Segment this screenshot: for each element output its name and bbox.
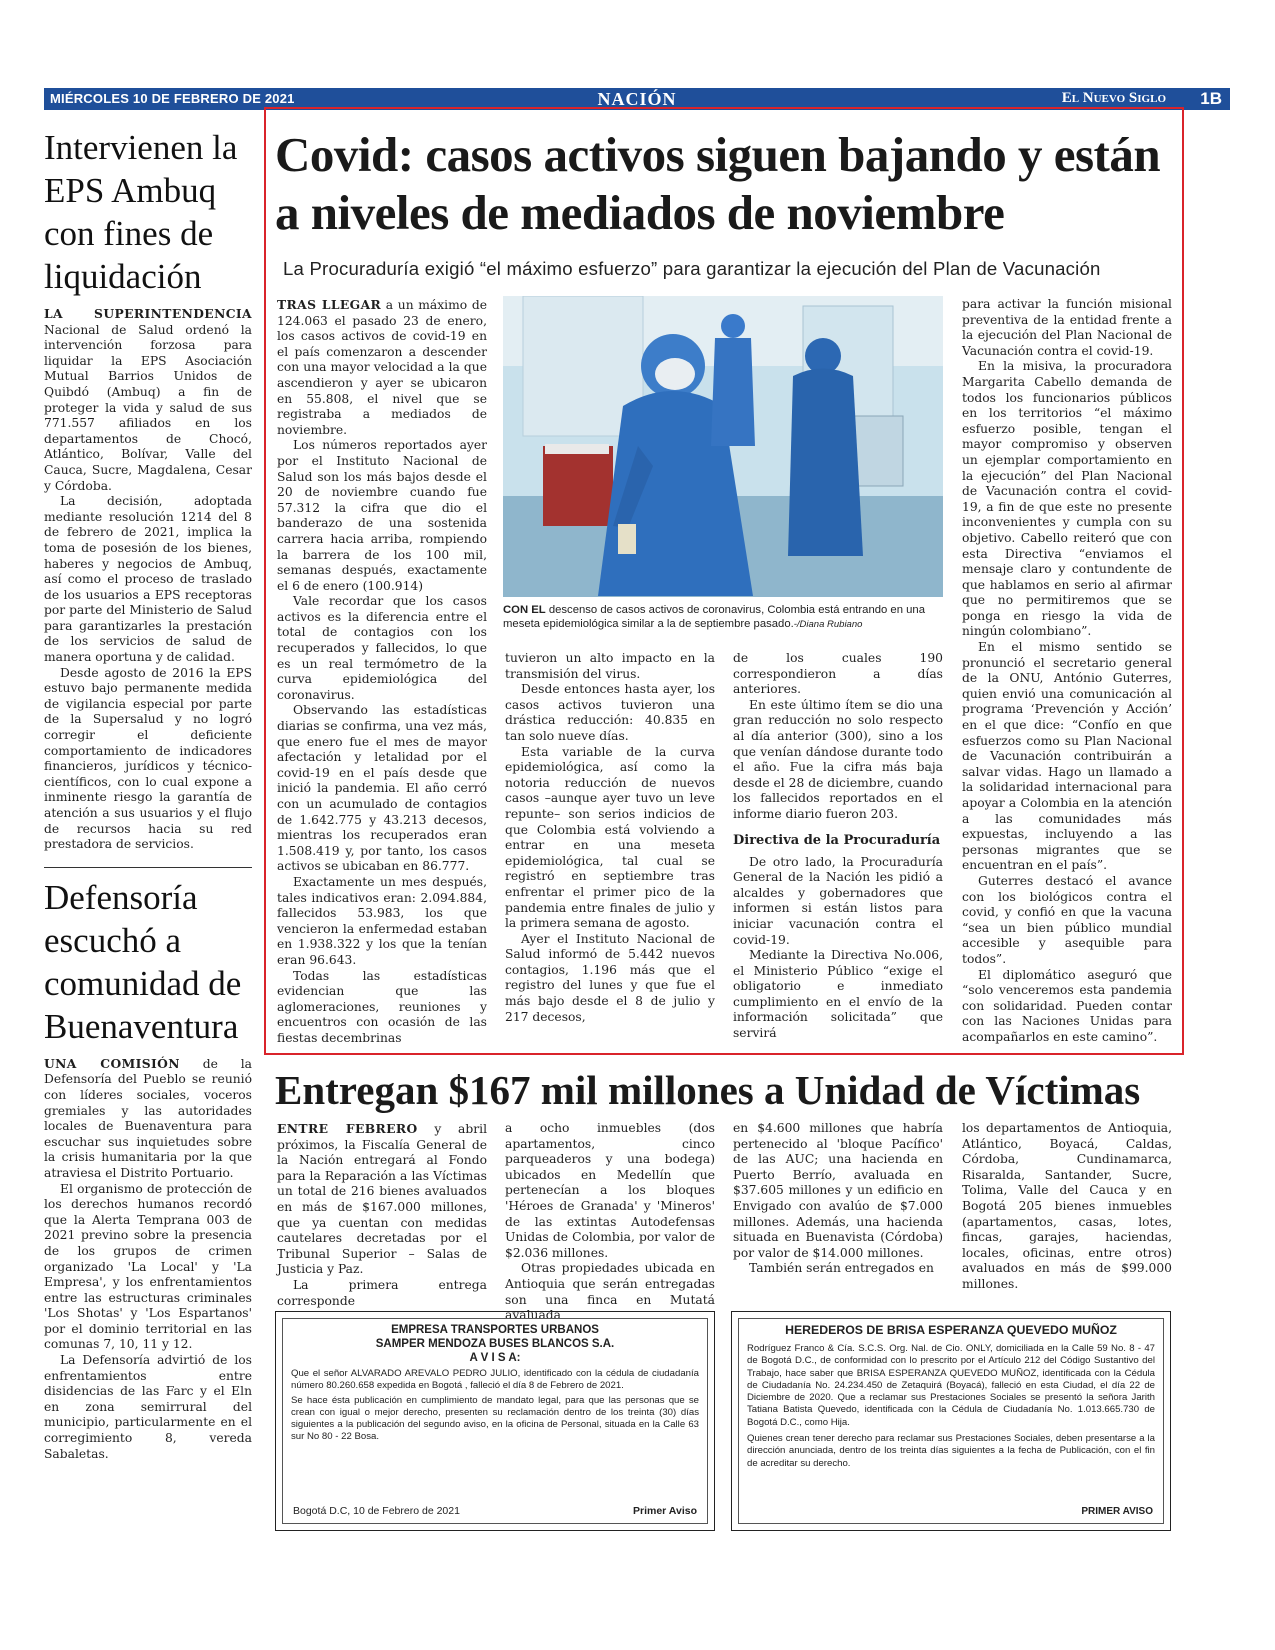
main-column-1 (277, 297, 487, 1047)
paragraph: Exactamente un mes después, tales indicativos eran: 2.094.884, fallecidos 53.983, los que vencieron la enfermedad estaban en 1.938.322 y los que la tenían eran 96.643. (277, 874, 487, 967)
notice-inner-frame (738, 1318, 1164, 1524)
paragraph: En el mismo sentido se pronunció el secretario general de la ONU, António Guterres, quien envió una comunicación al programa ‘Prevención y Acción’ en el que dice: “Confío en que esfuerzos como su Plan Nacional de Vacunación contribuirán a salvar vidas. Hago un llamado a la solidaridad internacional para apoyar a Colombia en la atención a las comunidades más expuestas, incluyendo a las personas migrantes que se encuentran en el país”. (962, 640, 1172, 873)
newspaper-name: El Nuevo Siglo (1061, 90, 1166, 106)
paragraph: para activar la función misional preventiva de la entidad frente a la ejecución del Plan Nacional de Vacunación contra el covid-19. (962, 297, 1172, 358)
paragraph: La decisión, adoptada mediante resolución 1214 del 8 de febrero de 2021, implica la toma de posesión de los bienes, haberes y negocios de Ambuq, así como el proceso de traslado de los usuarios a EPS receptoras por parte del Ministerio de Salud para garantizarles la prestación de los servicios de salud de manera oportuna y de calidad. (44, 494, 252, 665)
notice-paragraph: Rodríguez Franco & Cía. S.C.S. Org. Nal. de Cio. ONLY, domiciliada en la Calle 59 No. 8 - 47 de Bogotá D.C., de conformidad con lo prescrito por el Artículo 212 del Código Sustantivo del Trabajo, hace saber que BRISA ESPERANZA QUEVEDO MUÑOZ, identificada con la Cédula de Ciudadanía No. 24.234.450 de Zetaquirá (Boyacá), falleció en esta Ciudad, el día 22 de Diciembre de 2020. Que a reclamar sus Prestaciones Sociales se presentó la señora Jarith Tatiana Batista Quevedo, identificada con la Cédula de Ciudadanía No. 1.013.665.730 de Bogotá D.C., como Hija. (747, 1343, 1155, 1428)
second-column-4 (962, 1121, 1172, 1293)
paragraph: Observando las estadísticas diarias se confirma, una vez más, que enero fue el mes de mayor afectación y letalidad por el covid-19 en el país desde que inició la pandemia. El año cerró con un acumulado de contagios de 1.642.775 y 43.213 decesos, mientras los recuperados eran 1.508.419 y, por tanto, los casos activos se ubicaban en 86.777. (277, 703, 487, 874)
paragraph: Todas las estadísticas evidencian que las aglomeraciones, reuniones y encuentros con ocasión de las fiestas decembrinas (277, 968, 487, 1045)
notice-title: HEREDEROS DE BRISA ESPERANZA QUEVEDO MUÑOZ (785, 1323, 1117, 1337)
paragraph: Vale recordar que los casos activos es la diferencia entre el total de contagios con los recuperados y fallecidos, lo que es un real termómetro de la curva epidemiológica del coronavirus. (277, 594, 487, 702)
paragraph: los departamentos de Antioquia, Atlántico, Boyacá, Caldas, Córdoba, Cundinamarca, Risaralda, Santander, Sucre, Tolima, Valle del Cauca y en Bogotá 205 bienes inmuebles (apartamentos, casas, lotes, fincas, garajes, haciendas, locales, oficinas, entre otros) avaluados en más de $99.000 millones. (962, 1121, 1172, 1291)
section-subhead: Directiva de la Procuraduría (733, 832, 941, 848)
notice-date: Bogotá D.C, 10 de Febrero de 2021 (293, 1505, 460, 1517)
paragraph: De otro lado, la Procuraduría General de la Nación les pidió a alcaldes y gobernadores que informen si están listos para iniciar vacunación contra el covid-19. (733, 854, 943, 947)
caption-text: descenso de casos activos de coronavirus, Colombia está entrando en una meseta epidemiológica similar a la de septiembre pasado. (503, 604, 925, 630)
photo-caption (503, 603, 945, 632)
notice-paragraph: Se hace ésta publicación en cumplimiento de mandato legal, para que las personas que se crean con igual o mejor derecho, presenten su reclamación dentro de los treinta (30) días siguientes a la publicación del segundo aviso, en la oficina de Personal, situada en la Calle 63 sur No 80 - 22 Bosa. (291, 1394, 699, 1443)
article-eps-title: Intervienen la EPS Ambuq con fines de liquidación (44, 128, 238, 296)
paragraph: En este último ítem se dio una gran reducción no solo respecto al día anterior (300), sino a los que venían dándose durante todo el año. Fue la cifra más baja desde el 28 de diciembre, cuando los fallecidos reportados en el informe diario fueron 203. (733, 697, 943, 821)
paragraph: También serán entregados en (749, 1261, 934, 1276)
second-column-2 (505, 1121, 715, 1324)
main-article-title: Covid: casos activos siguen bajando y están a niveles de mediados de noviembre (275, 127, 1161, 240)
lead-in: ENTRE FEBRERO (277, 1121, 418, 1136)
notice-company-line-2: SAMPER MENDOZA BUSES BLANCOS S.A. (375, 1338, 615, 1350)
paragraph: Esta variable de la curva epidemiológica, así como la notoria reducción de nuevos casos –aunque ayer tuvo un leve repunte– son serios indicios de que Colombia está volviendo a entrar en una meseta epidemiológica, tal cual se registró en septiembre tras enfrentar el primer pico de la pandemia entre finales de julio y la primera semana de agosto. (505, 744, 715, 931)
notice-aviso-label: PRIMER AVISO (1081, 1506, 1153, 1517)
hospital-photo (503, 296, 943, 597)
main-column-3 (733, 651, 943, 1042)
left-column (44, 126, 252, 1462)
caption-lead-in: CON EL (503, 604, 546, 616)
notice-avisa: A V I S A: (469, 1352, 521, 1364)
paragraph: y abril próximos, la Fiscalía General de la Nación entregará al Fondo para la Reparación a las Víctimas un total de 216 bienes avaluados en más de $167.000 millones, que ya cuentan con medidas cautelares decretadas por el Tribunal Superior – Salas de Justicia y Paz. (277, 1122, 487, 1277)
notice-transportes (275, 1311, 715, 1531)
paragraph: El organismo de protección de los derechos humanos recordó que la Alerta Temprana 003 de 2021 previno sobre la presencia de los grupos de crimen organizado 'La Local' y 'La Empresa', y los enfrentamientos entre las estructuras criminales 'Los Shotas' y 'Los Espartanos' por el dominio territorial en las comunas 7, 10, 11 y 12. (44, 1181, 252, 1352)
article-defensoria-title: Defensoría escuchó a comunidad de Buenaventura (44, 877, 242, 1046)
paragraph: de la Defensoría del Pueblo se reunió con líderes sociales, voceros gremiales y las autoridades locales de Buenaventura para escuchar sus inquietudes sobre la crisis humanitaria por la que atraviesa el Distrito Portuario. (44, 1056, 252, 1180)
paragraph: de los cuales 190 correspondieron a días anteriores. (733, 651, 943, 697)
paragraph: Desde agosto de 2016 la EPS estuvo bajo permanente medida de vigilancia especial por parte de la Supersalud y no logró corregir el deficiente comportamiento de indicadores financieros, jurídicos y técnico-científicos, con lo cual expone a inminente riesgo la garantía de atención a sus usuarios y el flujo de recursos hacia su red prestadora de servicios. (44, 665, 252, 852)
main-article-subtitle: La Procuraduría exigió “el máximo esfuerzo” para garantizar la ejecución del Plan de Vacunación (283, 258, 1101, 279)
notice-paragraph: Que el señor ALVARADO AREVALO PEDRO JULIO, identificado con la cédula de ciudadanía número 80.260.658 expedida en Bogotá , falleció el día 8 de Febrero de 2021. (291, 1368, 699, 1392)
paragraph: Otras propiedades ubicada en Antioquia que serán entregadas son una finca en Mutatá avaluada (505, 1261, 715, 1323)
paragraph: Los números reportados ayer por el Instituto Nacional de Salud son los más bajos desde el 20 de noviembre cuando fue 57.312 la cifra que dio el banderazo de una sostenida carrera hacia arriba, rompiendo la barrera de los 100 mil, semanas después, exactamente el 6 de enero (100.914) (277, 438, 487, 593)
second-column-1 (277, 1121, 487, 1309)
photo-illustration (503, 296, 943, 597)
lead-in: TRAS LLEGAR (277, 297, 382, 312)
notice-footer (293, 1505, 697, 1517)
lead-in: LA SUPERINTENDENCIA (44, 306, 252, 321)
second-article-title: Entregan $167 mil millones a Unidad de Víctimas (275, 1067, 1141, 1113)
notice-paragraph: Quienes crean tener derecho para reclamar sus Prestaciones Sociales, deben presentarse a la dirección anunciada, dentro de los treinta días siguientes a la fecha de Publicación, con el fin de acreditar su derecho. (747, 1433, 1155, 1469)
main-column-4 (962, 297, 1172, 1046)
article-defensoria-body (44, 1056, 252, 1462)
paragraph: En la misiva, la procuradora Margarita Cabello demanda de todos los funcionarios públicos en los territorios “el máximo esfuerzo posible, tengan el mayor compromiso y observen un ejemplar comportamiento en la ejecución” del Plan Nacional de Vacunación contra el covid-19, a fin de que este no presente inconvenientes y cumpla con su objetivo. Cabello reiteró que con esta Directiva “enviamos el mensaje claro y contundente de que hablamos en serio al afirmar que no permitiremos que se ponga en riesgo la vida de ningún colombiano”. (962, 359, 1172, 639)
paragraph: Guterres destacó el avance con los biológicos contra el covid, y confió en que la vacuna “sea un bien público mundial accesible y asequible para todos”. (962, 873, 1172, 966)
photo-credit: -/Diana Rubiano (793, 619, 863, 630)
paragraph: Mediante la Directiva No.006, el Ministerio Público “exige el obligatorio e inmediato cumplimiento en el envío de la información solicitada” que servirá (733, 948, 943, 1041)
paragraph: a ocho inmuebles (dos apartamentos, cinco parqueaderos y una bodega) ubicados en Medellín que pertenecían a los bloques 'Héroes de Granada' y 'Mineros' de las extintas Autodefensas Unidas de Colombia, por valor de $2.036 millones. (505, 1121, 715, 1260)
page-number: 1B (1200, 89, 1222, 108)
main-column-2 (505, 651, 715, 1025)
section-name: NACIÓN (597, 89, 677, 109)
second-column-3 (733, 1121, 943, 1277)
notice-aviso-label: Primer Aviso (633, 1505, 697, 1517)
paragraph: Ayer el Instituto Nacional de Salud informó de 5.442 nuevos contagios, 1.196 más que el registro del lunes y que fue el más bajo desde el 8 de julio y 217 decesos, (505, 931, 715, 1024)
paragraph: La primera entrega corresponde (277, 1277, 487, 1308)
notice-inner-frame (282, 1318, 708, 1524)
notice-company-line-1: EMPRESA TRANSPORTES URBANOS (391, 1324, 599, 1336)
paragraph: El diplomático aseguró que “solo venceremos esta pandemia con solidaridad. Pueden contar con las Naciones Unidas para acompañarlos en este camino”. (962, 967, 1172, 1044)
divider (44, 867, 252, 868)
paragraph: La Defensoría advirtió de los enfrentamientos entre disidencias de las Farc y el Eln en zona semirrural del municipio, particularmente en el corregimiento 8, vereda Sabaletas. (44, 1353, 252, 1461)
article-eps-body (44, 306, 252, 853)
lead-in: UNA COMISIÓN (44, 1055, 180, 1071)
notice-herederos (731, 1311, 1171, 1531)
paragraph: a un máximo de 124.063 el pasado 23 de enero, los casos activos de covid-19 en el país comenzaron a descender con una mayor velocidad a la que ascendieron y ayer se ubicaron en 55.808, el nivel que se registraba a mediados de noviembre. (277, 298, 487, 437)
issue-date: MIÉRCOLES 10 DE FEBRERO DE 2021 (50, 91, 295, 106)
paragraph: tuvieron un alto impacto en la transmisión del virus. (505, 651, 715, 681)
paragraph: Desde entonces hasta ayer, los casos activos tuvieron una drástica reducción: 40.835 en tan solo nueve días. (505, 682, 715, 743)
paragraph: Nacional de Salud ordenó la intervención forzosa para liquidar la EPS Asociación Mutual Barrios Unidos de Quibdó (Ambuq) a fin de proteger la vida y salud de sus 771.557 afiliados en los departamentos de Chocó, Atlántico, Bolívar, Valle del Cauca, Sucre, Magdalena, Cesar y Córdoba. (44, 322, 252, 493)
paragraph: en $4.600 millones que habría pertenecido al 'bloque Pacífico' de las AUC; una hacienda en Puerto Berrío, avaluada en $37.605 millones y un edificio en Envigado con avalúo de $7.000 millones. Además, una hacienda situada en Buenavista (Córdoba) por valor de $14.000 millones. (733, 1121, 943, 1260)
